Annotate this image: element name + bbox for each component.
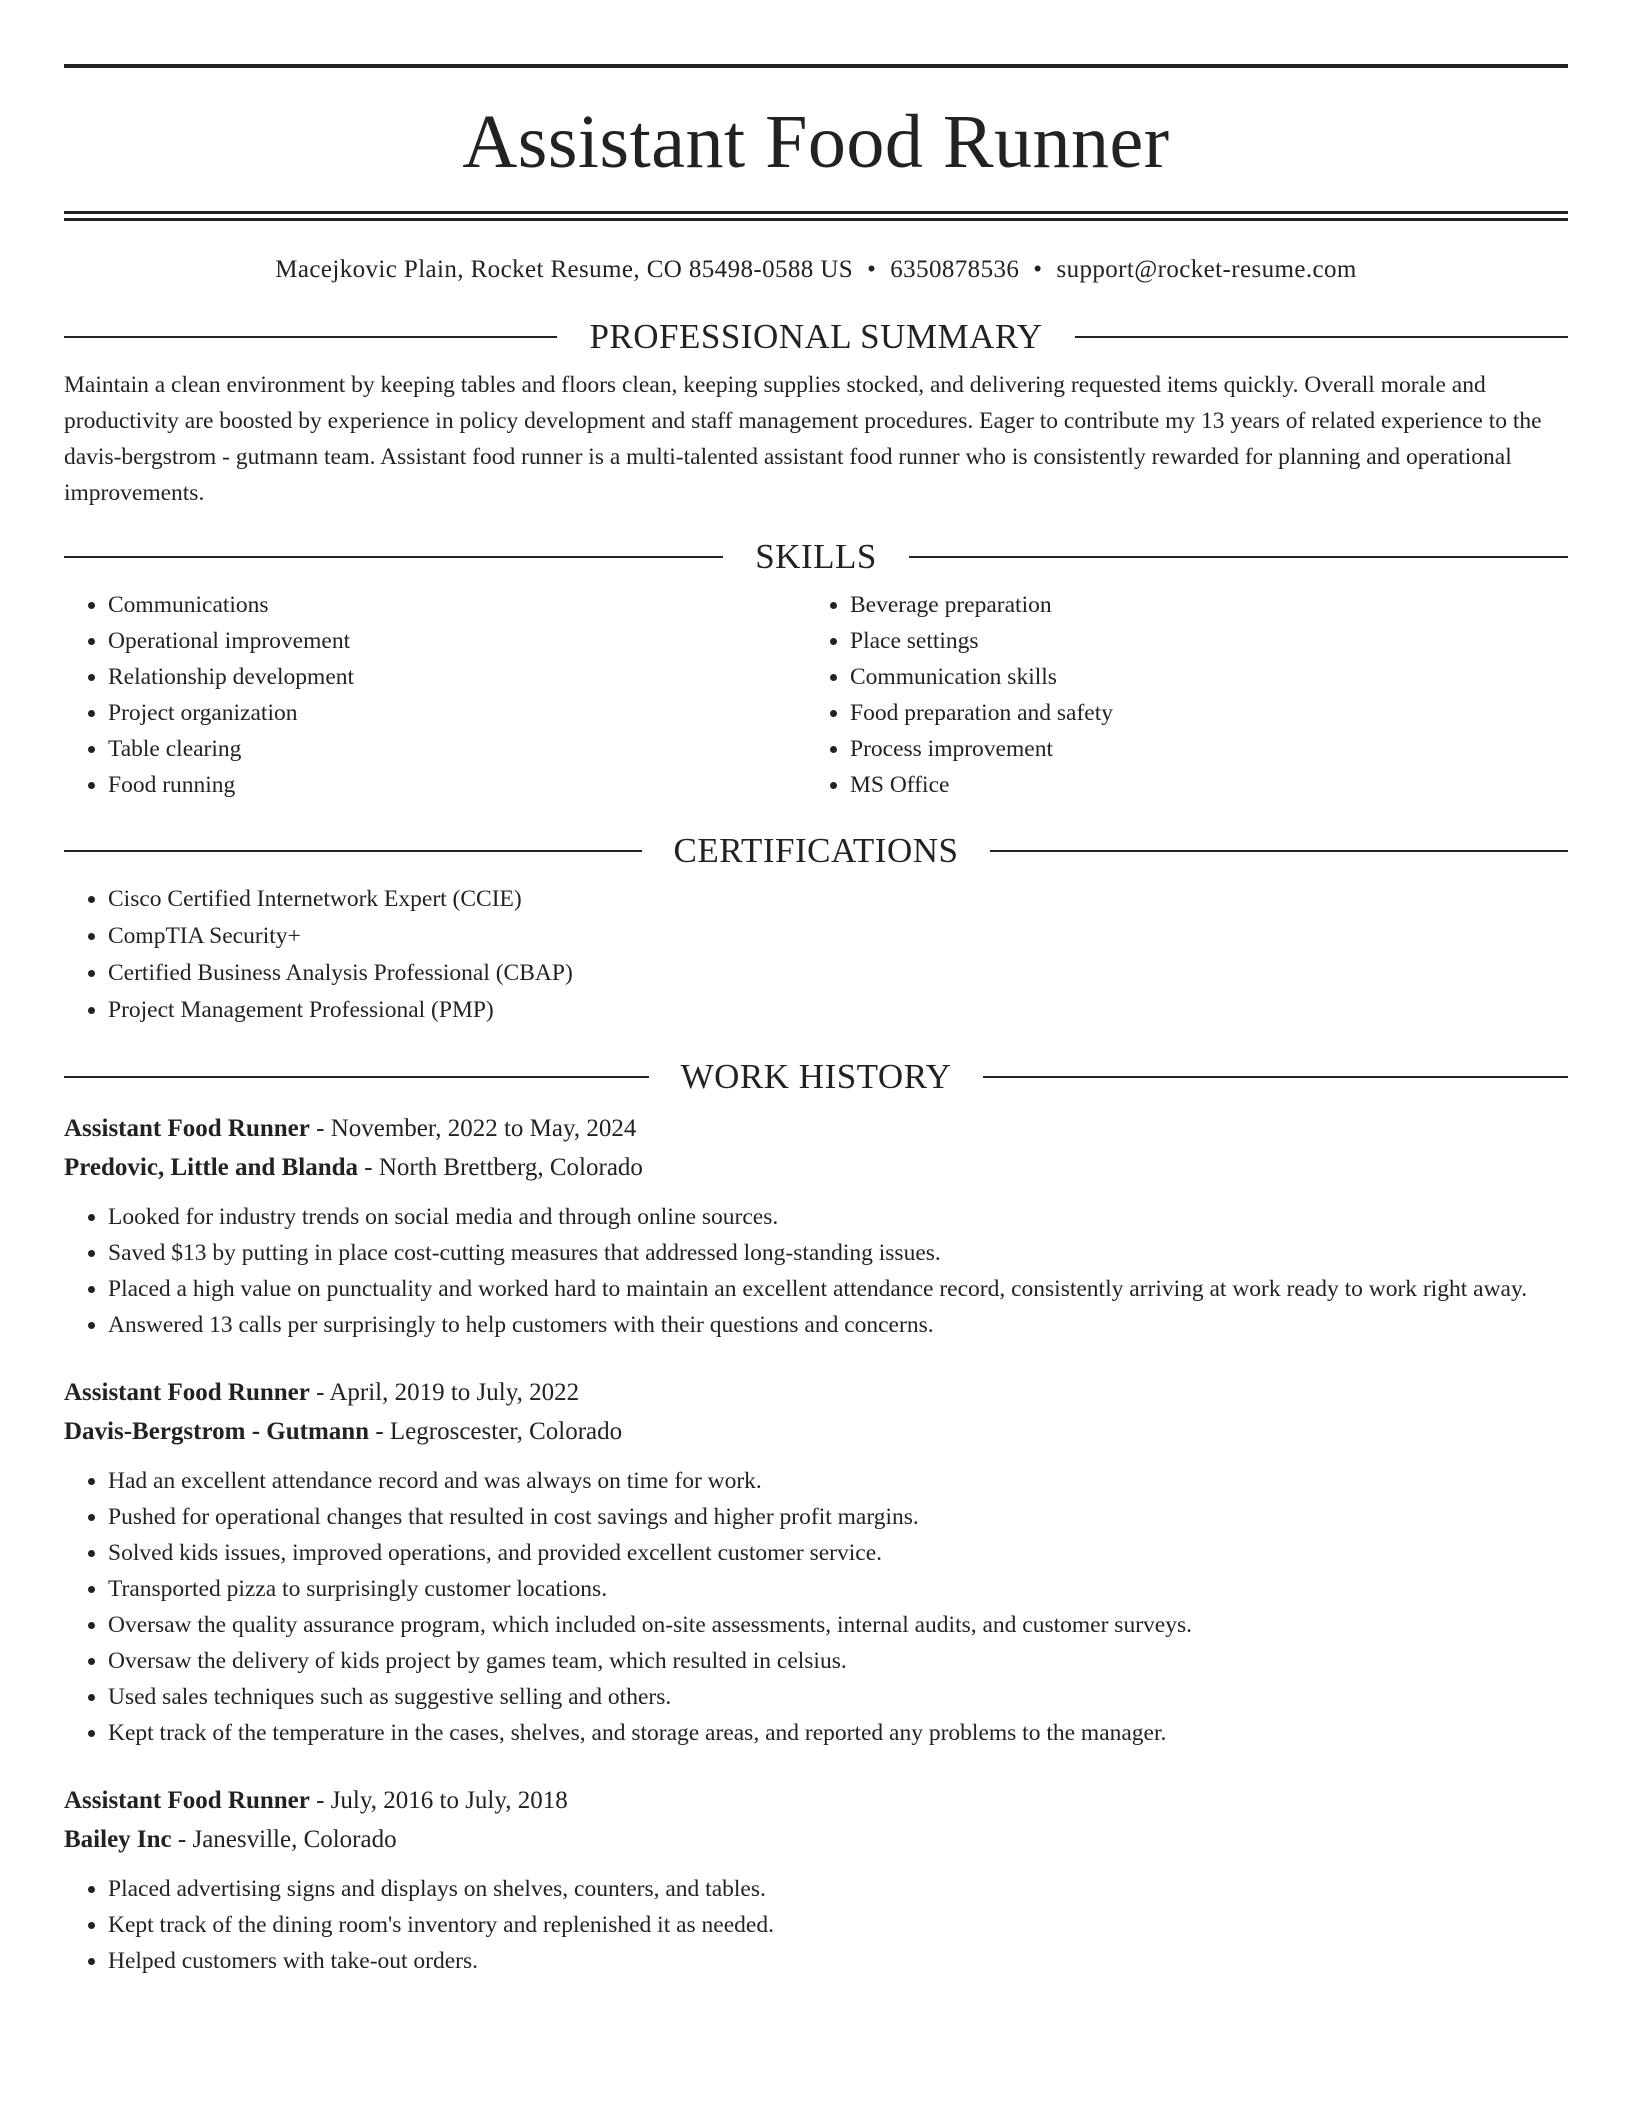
- job-bullet: • Placed advertising signs and displays on shelves, counters, and tables.: [108, 1871, 1568, 1907]
- heading-rule-left: [64, 850, 642, 852]
- job-bullet: • Kept track of the temperature in the cases, shelves, and storage areas, and reported any problems to the manager.: [108, 1715, 1568, 1751]
- skill-item: • Relationship development: [108, 659, 806, 695]
- skill-item: • Beverage preparation: [850, 587, 1548, 623]
- skills-list-left: [64, 587, 806, 803]
- job-bullet: • Answered 13 calls per surprisingly to help customers with their questions and concerns.: [108, 1307, 1568, 1343]
- job-bullet: • Pushed for operational changes that resulted in cost savings and higher profit margins.: [108, 1499, 1568, 1535]
- job-entry: [64, 1373, 1568, 1751]
- job-bullets: [64, 1199, 1568, 1343]
- job-bullets: [64, 1871, 1568, 1979]
- job-title-line: [64, 1109, 1568, 1148]
- skills-columns: [64, 587, 1568, 803]
- resume-title: Assistant Food Runner: [462, 100, 1170, 184]
- job-company-line: [64, 1820, 1568, 1859]
- skill-item: • Process improvement: [850, 731, 1548, 767]
- certification-item: • Certified Business Analysis Professional (CBAP): [108, 955, 1568, 992]
- job-bullet: • Transported pizza to surprisingly customer locations.: [108, 1571, 1568, 1607]
- skill-item: • Communication skills: [850, 659, 1548, 695]
- title-double-rule: [64, 211, 1568, 221]
- job-location: - Legroscester, Colorado: [369, 1418, 623, 1445]
- job-entry: [64, 1109, 1568, 1343]
- skill-item: • Food preparation and safety: [850, 695, 1548, 731]
- certification-item: • CompTIA Security+: [108, 918, 1568, 955]
- skill-item: • Project organization: [108, 695, 806, 731]
- job-title: Assistant Food Runner: [64, 1379, 310, 1406]
- job-location: - North Brettberg, Colorado: [358, 1154, 643, 1181]
- job-title-line: [64, 1781, 1568, 1820]
- heading-rule-left: [64, 1076, 649, 1078]
- certifications-list: [64, 881, 1568, 1029]
- skill-item: • MS Office: [850, 767, 1548, 803]
- job-company: Predovic, Little and Blanda: [64, 1154, 359, 1181]
- job-bullet: • Kept track of the dining room's inventory and replenished it as needed.: [108, 1907, 1568, 1943]
- skills-list-right: [806, 587, 1548, 803]
- job-bullet: • Helped customers with take-out orders.: [108, 1943, 1568, 1979]
- contact-email: support@rocket-resume.com: [1056, 256, 1357, 283]
- job-bullet: • Oversaw the delivery of kids project by games team, which resulted in celsius.: [108, 1643, 1568, 1679]
- job-dates: - April, 2019 to July, 2022: [309, 1379, 580, 1406]
- contact-address: Macejkovic Plain, Rocket Resume, CO 85498-0588 US: [275, 256, 854, 283]
- job-title-line: [64, 1373, 1568, 1412]
- top-rule: [64, 64, 1568, 68]
- job-bullet: • Placed a high value on punctuality and worked hard to maintain an excellent attendance record, consistently arriving at work ready to work right away.: [108, 1271, 1568, 1307]
- heading-rule-right: [909, 556, 1568, 558]
- skill-item: • Operational improvement: [108, 623, 806, 659]
- work-history-heading-label: WORK HISTORY: [680, 1057, 952, 1096]
- job-dates: - July, 2016 to July, 2018: [309, 1787, 568, 1814]
- work-history-section-heading: [64, 1057, 1568, 1097]
- heading-rule-right: [1075, 336, 1568, 338]
- summary-text: Maintain a clean environment by keeping tables and floors clean, keeping supplies stocked, and delivering requested items quickly. Overall morale and productivity are boosted by experience in policy development and staff management procedures. Eager to contribute my 13 years of related experience to the davis-bergstrom - gutmann team. Assistant food runner is a multi-talented assistant food runner who is consistently rewarded for planning and operational improvements.: [64, 372, 1542, 506]
- contact-separator: •: [1033, 256, 1043, 283]
- contact-phone: 6350878536: [890, 256, 1020, 283]
- job-company-line: [64, 1412, 1568, 1451]
- heading-rule-left: [64, 556, 723, 558]
- job-bullet: • Used sales techniques such as suggestive selling and others.: [108, 1679, 1568, 1715]
- skill-item: • Place settings: [850, 623, 1548, 659]
- summary-heading-label: PROFESSIONAL SUMMARY: [589, 317, 1043, 356]
- skills-section-heading: [64, 537, 1568, 577]
- job-location: - Janesville, Colorado: [171, 1826, 397, 1853]
- job-bullet: • Had an excellent attendance record and was always on time for work.: [108, 1463, 1568, 1499]
- job-entry: [64, 1781, 1568, 1979]
- heading-rule-right: [990, 850, 1568, 852]
- skill-item: • Communications: [108, 587, 806, 623]
- heading-rule-right: [983, 1076, 1568, 1078]
- job-title: Assistant Food Runner: [64, 1115, 310, 1142]
- job-bullet: • Saved $13 by putting in place cost-cutting measures that addressed long-standing issues.: [108, 1235, 1568, 1271]
- heading-rule-left: [64, 336, 557, 338]
- job-dates: - November, 2022 to May, 2024: [309, 1115, 637, 1142]
- contact-line: [64, 255, 1568, 285]
- certifications-heading-label: CERTIFICATIONS: [673, 831, 959, 870]
- job-title: Assistant Food Runner: [64, 1787, 310, 1814]
- job-bullet: • Looked for industry trends on social media and through online sources.: [108, 1199, 1568, 1235]
- skill-item: • Food running: [108, 767, 806, 803]
- summary-section-heading: [64, 317, 1568, 357]
- job-company-line: [64, 1148, 1568, 1187]
- job-bullet: • Solved kids issues, improved operations, and provided excellent customer service.: [108, 1535, 1568, 1571]
- job-company: Bailey Inc: [64, 1826, 172, 1853]
- job-bullets: [64, 1463, 1568, 1751]
- skill-item: • Table clearing: [108, 731, 806, 767]
- job-bullet: • Oversaw the quality assurance program, which included on-site assessments, internal audits, and customer surveys.: [108, 1607, 1568, 1643]
- certifications-section-heading: [64, 831, 1568, 871]
- contact-separator: •: [867, 256, 877, 283]
- skills-heading-label: SKILLS: [755, 537, 877, 576]
- certification-item: • Project Management Professional (PMP): [108, 992, 1568, 1029]
- resume-page: [64, 64, 1568, 1979]
- job-company: Davis-Bergstrom - Gutmann: [64, 1418, 370, 1445]
- certification-item: • Cisco Certified Internetwork Expert (CCIE): [108, 881, 1568, 918]
